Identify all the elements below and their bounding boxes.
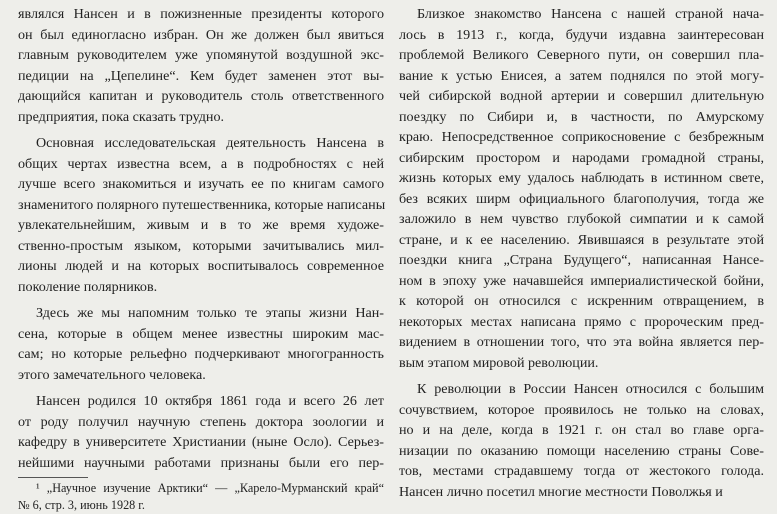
- text-line: жизнь которых ему удалось наблюдать в истинном свете,: [399, 170, 764, 186]
- text-line: сена, которые в общем менее известны широким мас-: [18, 325, 384, 342]
- text-line: общих чертах известна всем, а в подробностях с ней: [18, 155, 384, 172]
- text-line: предприятия, пока сказать трудно.: [18, 108, 225, 125]
- text-line: некоторых местах написана прямо с пророческим пред-: [399, 313, 764, 330]
- text-line: поездки книга „Страна Будущего“, написанная Нансе-: [399, 252, 764, 268]
- text-line: стране, и к ее населению. Явившаяся в результате этой: [399, 231, 764, 248]
- text-line: кафедру в университете Христиании (ныне Осло). Серьез-: [18, 434, 384, 450]
- text-line: лучше всего знакомиться и изучать ее по книгам самого: [18, 176, 384, 192]
- paragraph: [18, 303, 384, 385]
- text-line: Близкое знакомство Нансена с нашей страной начa-: [417, 6, 764, 22]
- text-line: сочувствием, которое проявилось не только на словах,: [399, 401, 764, 418]
- text-line: ном в эпоху уже начавшейся империалистической бойни,: [399, 272, 764, 289]
- text-line: ственно-простым языком, которыми зачитывались мил-: [18, 237, 384, 254]
- text-line: но и на деле, когда в 1921 г. он стал во главе орга-: [399, 422, 764, 438]
- text-line: педиции на „Цепелине“. Кем будет заменен этот вы-: [18, 67, 384, 84]
- text-line: тов, местами страдавшему тогда от жестокого голода.: [399, 463, 764, 479]
- footnote: [18, 480, 384, 514]
- text-line: знаменитого полярного путешественника, которые написаны: [18, 196, 386, 213]
- paragraph: [18, 133, 384, 297]
- footnote-line: ¹ „Научное изучение Арктики“ — „Карело-Мурманский край“: [36, 481, 384, 495]
- footnote-line: № 6, стр. 3, июнь 1928 г.: [18, 498, 145, 512]
- text-line: сам; но которые рельефно подчеркивают многогранность: [18, 346, 384, 362]
- text-line: Здесь же мы напомним только те этапы жизни Нан-: [36, 305, 384, 321]
- text-line: К революции в России Нансен относился с большим: [417, 381, 764, 397]
- text-line: к которой он относился с искренним отвращением, в: [399, 293, 764, 309]
- text-line: краю. Непосредственное соприкосновение с безбрежным: [399, 129, 764, 145]
- text-line: нейшими научными работами признаны были его пер-: [18, 454, 384, 471]
- text-line: являлся Нансен и в пожизненные президенты которого: [18, 6, 384, 22]
- paragraph: [399, 379, 764, 502]
- text-line: без всяких ширм официального благополучия, тогда же: [399, 190, 764, 207]
- text-line: этого замечательного человека.: [18, 366, 206, 383]
- text-line: лось в 1913 г., когда, будучи издавна заинтересован: [399, 26, 764, 43]
- text-line: вание к устью Енисея, а затем поднялся по этой могу-: [399, 67, 764, 84]
- text-line: Нансен лично посетил многие местности Поволжья и: [399, 483, 723, 500]
- paragraph: [399, 4, 764, 373]
- right-column: [399, 4, 764, 502]
- text-line: чей сибирской водной артерии и совершил длительную: [399, 88, 764, 104]
- text-line: он был единогласно избран. Он же должен был явиться: [18, 26, 384, 43]
- text-line: поездку по Сибири и, в частности, по Амурскому: [399, 108, 764, 125]
- text-line: проблемой Великого Северного пути, он совершил пла-: [399, 47, 764, 63]
- text-line: заложило в нем чувство глубокой симпатии и к самой: [399, 211, 764, 227]
- text-line: видением в отношении того, что эта война является пер-: [399, 334, 764, 350]
- text-line: вым этапом мировой революции.: [399, 354, 599, 371]
- text-line: поколение полярников.: [18, 278, 158, 295]
- left-column: [18, 4, 384, 514]
- text-line: главным руководителем уже упомянутой воздушной экс-: [18, 47, 384, 63]
- text-line: сибирским простором и народами громадной страны,: [399, 149, 764, 166]
- text-line: от роду получил научную степень доктора зоологии и: [18, 413, 384, 430]
- text-line: лионы людей и на которых воспитывалось современное: [18, 258, 384, 274]
- paragraph: [18, 391, 384, 473]
- text-line: низации по оказанию помощи населению страны Сове-: [399, 442, 764, 459]
- text-line: Основная исследовательская деятельность Нансена в: [36, 135, 384, 151]
- text-line: увлекательнейшим, живым и в то же время художе-: [18, 217, 384, 233]
- text-line: дающийся капитан и руководитель столь ответственного: [18, 88, 384, 104]
- paragraph: [18, 4, 384, 127]
- text-line: Нансен родился 10 октября 1861 года и всего 26 лет: [36, 393, 384, 409]
